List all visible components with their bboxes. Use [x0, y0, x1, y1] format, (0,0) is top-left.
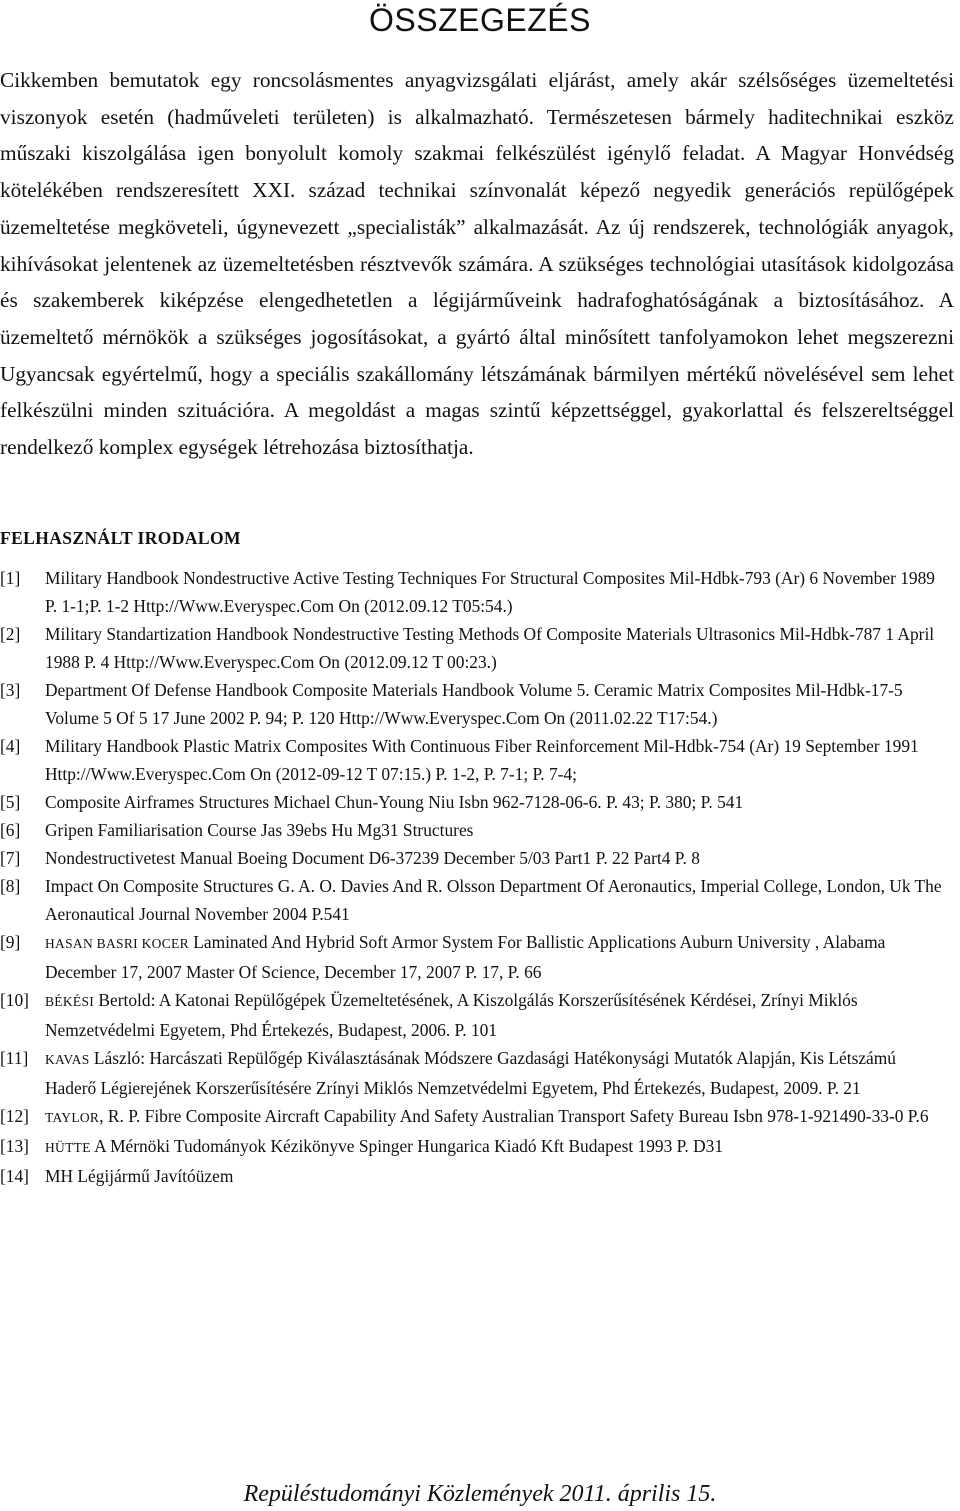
reference-number: [13]: [0, 1136, 29, 1156]
reference-number: [6]: [0, 820, 21, 840]
reference-item: [0, 620, 945, 676]
reference-author: KAVAS: [45, 1052, 90, 1067]
references-heading: FELHASZNÁLT IRODALOM: [0, 528, 241, 548]
reference-number: [14]: [0, 1166, 29, 1186]
reference-text: László: Harcászati Repülőgép Kiválasztásának Módszere Gazdasági Hatékonysági Mutatók Alapján, Kis Létszámú Haderő Légierejének Korszerűsítésére Zrínyi Miklós Nemzetvédelmi Egyetem, Phd Értekezés, Budapest, 2009. P. 21: [45, 1048, 896, 1098]
reference-author: TAYLOR: [45, 1110, 100, 1125]
reference-text: A Mérnöki Tudományok Kézikönyve Spinger Hungarica Kiadó Kft Budapest 1993 P. D31: [90, 1136, 724, 1156]
reference-item: [0, 1044, 945, 1102]
reference-number: [2]: [0, 624, 21, 644]
reference-item: [0, 872, 945, 928]
reference-item: [0, 732, 945, 788]
reference-author: BÉKÉSI: [45, 994, 95, 1009]
reference-number: [12]: [0, 1106, 29, 1126]
reference-number: [3]: [0, 680, 21, 700]
reference-item: [0, 816, 945, 844]
reference-item: [0, 1102, 945, 1132]
reference-text: Laminated And Hybrid Soft Armor System For Ballistic Applications Auburn University , Alabama December 17, 2007 Master Of Science, December 17, 2007 P. 17, P. 66: [45, 932, 886, 982]
page-title: ÖSSZEGEZÉS: [369, 2, 591, 38]
reference-author: HÜTTE: [45, 1140, 91, 1155]
reference-text: , R. P. Fibre Composite Aircraft Capability And Safety Australian Transport Safety Bureau Isbn 978-1-921490-33-0 P.6: [99, 1106, 929, 1126]
reference-author: HASAN BASRI KOCER: [45, 936, 189, 951]
reference-item: [0, 676, 945, 732]
reference-text: Nondestructivetest Manual Boeing Document D6-37239 December 5/03 Part1 P. 22 Part4 P. 8: [45, 848, 700, 868]
reference-text: Impact On Composite Structures G. A. O. Davies And R. Olsson Department Of Aeronautics, Imperial College, London, Uk The Aeronautical Journal November 2004 P.541: [45, 876, 942, 924]
reference-text: Gripen Familiarisation Course Jas 39ebs Hu Mg31 Structures: [45, 820, 474, 840]
reference-text: MH Légijármű Javítóüzem: [45, 1166, 234, 1186]
reference-number: [4]: [0, 736, 21, 756]
reference-text: Department Of Defense Handbook Composite Materials Handbook Volume 5. Ceramic Matrix Composites Mil-Hdbk-17-5 Volume 5 Of 5 17 June 2002 P. 94; P. 120 Http://Www.Everyspec.Com On (2011.02.22 T17:54.): [45, 680, 903, 728]
reference-number: [5]: [0, 792, 21, 812]
reference-number: [9]: [0, 932, 21, 952]
reference-number: [11]: [0, 1048, 29, 1068]
reference-text: Military Handbook Plastic Matrix Composites With Continuous Fiber Reinforcement Mil-Hdbk-754 (Ar) 19 September 1991 Http://Www.Everyspec.Com On (2012-09-12 T 07:15.) P. 1-2, P. 7-1; P. 7-4;: [45, 736, 919, 784]
reference-item: [0, 844, 945, 872]
reference-text: Composite Airframes Structures Michael Chun-Young Niu Isbn 962-7128-06-6. P. 43; P. 380; P. 541: [45, 792, 744, 812]
reference-number: [10]: [0, 990, 29, 1010]
references-list: [0, 564, 945, 1190]
reference-item: [0, 788, 945, 816]
reference-number: [1]: [0, 568, 21, 588]
reference-item: [0, 928, 945, 986]
reference-item: [0, 1162, 945, 1190]
reference-item: [0, 564, 945, 620]
summary-paragraph: Cikkemben bemutatok egy roncsolásmentes anyagvizsgálati eljárást, amely akár szélsőséges üzemeltetési viszonyok esetén (hadműveleti területen) is alkalmazható. Természetesen bármely haditechnikai eszköz műszaki kiszolgálása igen bonyolult komoly szakmai felkészülést igénylő feladat. A Magyar Honvédség kötelékében rendszeresített XXI. század technikai színvonalát képező negyedik generációs repülőgépek üzemeltetése megköveteli, úgynevezett „specialisták” alkalmazását. Az új rendszerek, technológiák anyagok, kihívásokat jelentenek az üzemeltetésben résztvevők számára. A szükséges technológiai utasítások kidolgozása és szakemberek kiképzése elengedhetetlen a légijárműveink hadrafoghatóságának a biztosításához. A üzemeltető mérnökök a szükséges jogosításokat, a gyártó által minősített tanfolyamokon lehet megszerezni Ugyancsak egyértelmű, hogy a speciális szakállomány létszámának bármilyen mértékű növelésével sem lehet felkészülni minden szituációra. A megoldást a magas szintű képzettséggel, gyakorlattal és felszereltséggel rendelkező komplex egységek létrehozása biztosíthatja.: [0, 68, 954, 460]
reference-item: [0, 1132, 945, 1162]
reference-text: Military Handbook Nondestructive Active Testing Techniques For Structural Composites Mil-Hdbk-793 (Ar) 6 November 1989 P. 1-1;P. 1-2 Http://Www.Everyspec.Com On (2012.09.12 T05:54.): [45, 568, 935, 616]
reference-text: Bertold: A Katonai Repülőgépek Üzemeltetésének, A Kiszolgálás Korszerűsítésének Kérdései, Zrínyi Miklós Nemzetvédelmi Egyetem, Phd Értekezés, Budapest, 2006. P. 101: [45, 990, 858, 1040]
reference-text: Military Standartization Handbook Nondestructive Testing Methods Of Composite Materials Ultrasonics Mil-Hdbk-787 1 April 1988 P. 4 Http://Www.Everyspec.Com On (2012.09.12 T 00:23.): [45, 624, 935, 672]
reference-number: [7]: [0, 848, 21, 868]
reference-number: [8]: [0, 876, 21, 896]
reference-item: [0, 986, 945, 1044]
page-footer: Repüléstudományi Közlemények 2011. április 15.: [243, 1481, 717, 1507]
